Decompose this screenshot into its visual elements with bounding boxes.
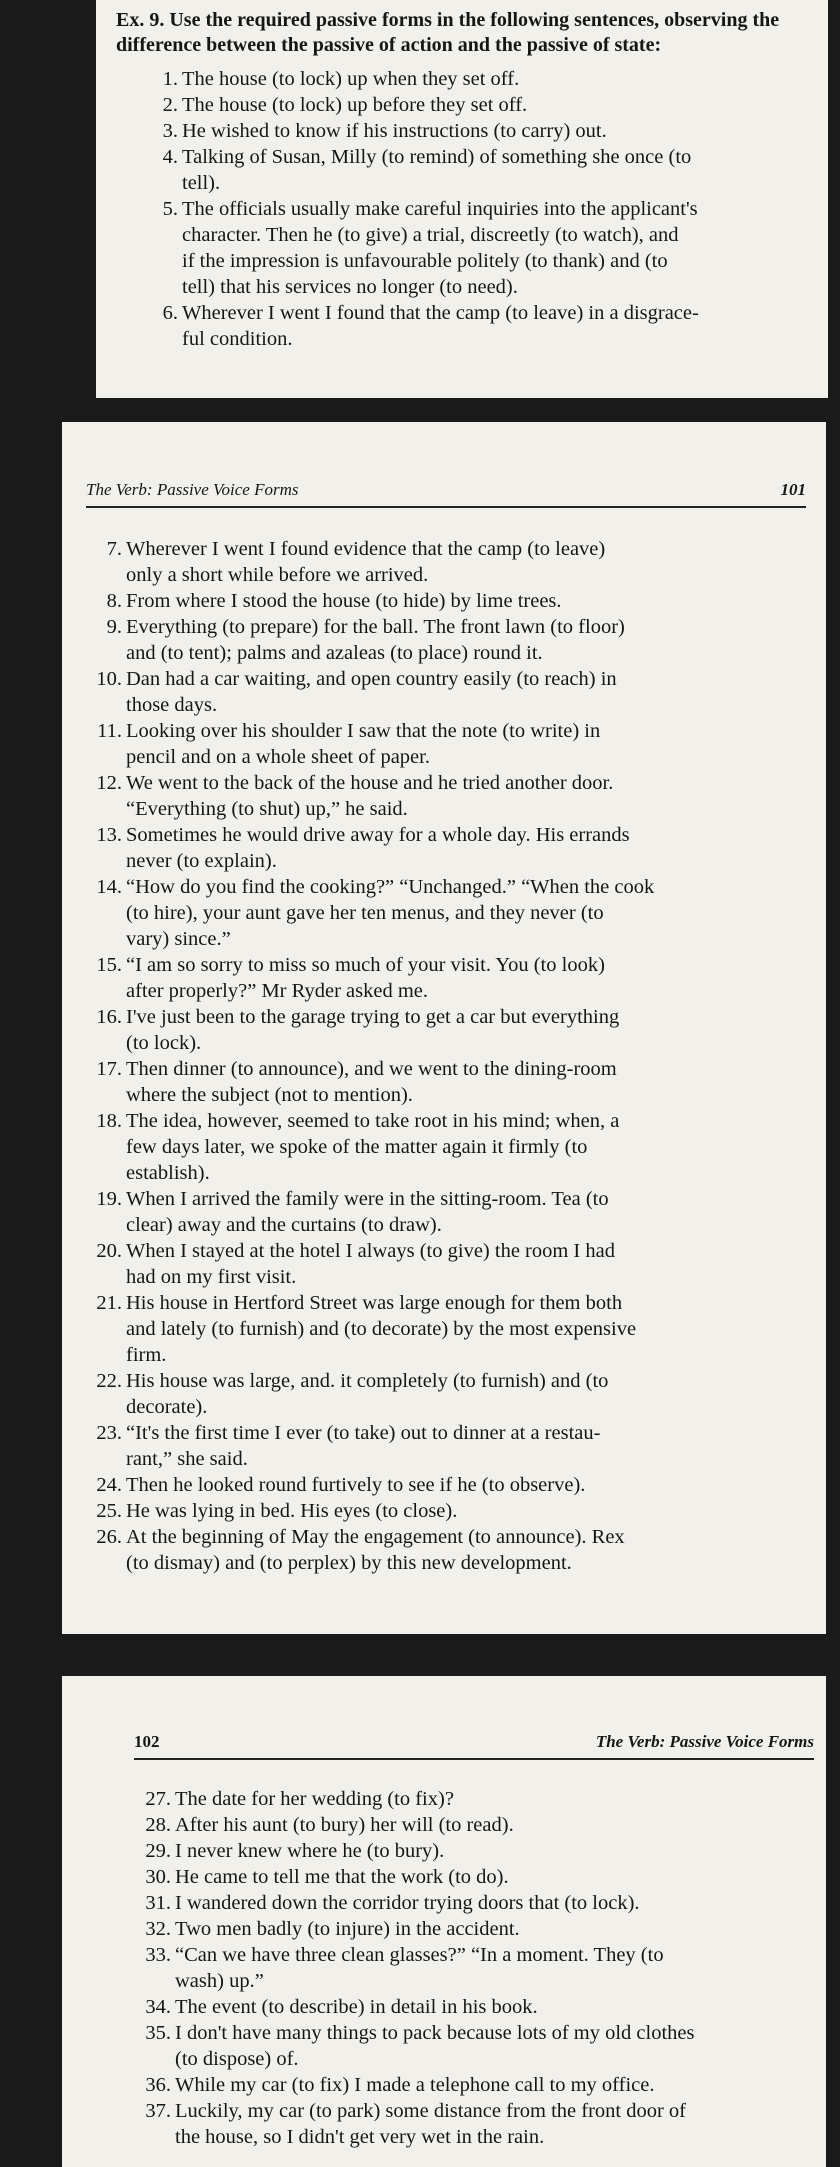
item-number: 5. [162, 198, 178, 220]
exercise-list [138, 66, 822, 352]
item-text: When I arrived the family were in the sitting-room. Tea (to clear) away and the curtains (to draw). [126, 1188, 609, 1236]
list-item [138, 92, 822, 118]
item-number: 10. [96, 668, 122, 690]
item-number: 11. [97, 720, 122, 742]
item-text: Talking of Susan, Milly (to remind) of something she once (to tell). [182, 146, 692, 194]
item-number: 27. [145, 1788, 171, 1810]
list-item [82, 536, 812, 588]
item-number: 26. [96, 1526, 122, 1548]
item-text: When I stayed at the hotel I always (to give) the room I had had on my first visit. [126, 1240, 615, 1288]
item-text: Looking over his shoulder I saw that the note (to write) in pencil and on a whole sheet of paper. [126, 720, 601, 768]
item-number: 37. [145, 2100, 171, 2122]
list-item [82, 718, 812, 770]
item-number: 8. [106, 590, 122, 612]
item-text: The house (to lock) up when they set off. [182, 68, 520, 90]
list-item [82, 1524, 812, 1576]
item-text: Then dinner (to announce), and we went to the dining-room where the subject (not to mention). [126, 1058, 617, 1106]
item-text: Then he looked round furtively to see if he (to observe). [126, 1474, 586, 1496]
list-item [131, 1812, 809, 1838]
item-text: “It's the first time I ever (to take) out to dinner at a restau- rant,” she said. [126, 1422, 601, 1470]
list-item [138, 196, 822, 300]
list-item [82, 874, 812, 952]
item-number: 24. [96, 1474, 122, 1496]
item-number: 22. [96, 1370, 122, 1392]
item-number: 20. [96, 1240, 122, 1262]
item-number: 17. [96, 1058, 122, 1080]
list-item [138, 66, 822, 92]
item-text: The idea, however, seemed to take root in his mind; when, a few days later, we spoke of the matter again it firmly (to establish). [126, 1110, 620, 1184]
list-item [82, 1290, 812, 1368]
list-item [82, 1472, 812, 1498]
list-item [82, 822, 812, 874]
list-item [131, 1864, 809, 1890]
list-item [131, 2072, 809, 2098]
list-item [82, 952, 812, 1004]
list-item [138, 300, 822, 352]
item-text: Two men badly (to injure) in the accident. [175, 1918, 520, 1940]
list-item [82, 1056, 812, 1108]
list-item [131, 1916, 809, 1942]
item-text: Wherever I went I found that the camp (to leave) in a disgrace- ful condition. [182, 302, 699, 350]
list-item [131, 1994, 809, 2020]
item-number: 32. [145, 1918, 171, 1940]
list-item [131, 2098, 809, 2150]
item-number: 3. [162, 120, 178, 142]
item-text: He was lying in bed. His eyes (to close). [126, 1500, 458, 1522]
item-number: 16. [96, 1006, 122, 1028]
list-item [131, 1786, 809, 1812]
item-text: The event (to describe) in detail in his book. [175, 1996, 538, 2018]
item-number: 18. [96, 1110, 122, 1132]
item-number: 6. [162, 302, 178, 324]
item-text: I never knew where he (to bury). [175, 1840, 445, 1862]
item-number: 9. [106, 616, 122, 638]
page-number: 102 [134, 1732, 160, 1751]
item-text: I don't have many things to pack because lots of my old clothes (to dispose) of. [175, 2022, 695, 2070]
list-item [82, 1004, 812, 1056]
running-head-title: The Verb: Passive Voice Forms [86, 480, 299, 499]
item-number: 25. [96, 1500, 122, 1522]
item-number: 29. [145, 1840, 171, 1862]
item-number: 33. [145, 1944, 171, 1966]
item-text: The date for her wedding (to fix)? [175, 1788, 454, 1810]
item-number: 4. [162, 146, 178, 168]
item-text: I've just been to the garage trying to get a car but everything (to lock). [126, 1006, 620, 1054]
exercise-list [82, 536, 812, 1576]
list-item [82, 1498, 812, 1524]
item-number: 31. [145, 1892, 171, 1914]
list-item [82, 1368, 812, 1420]
list-item [131, 1838, 809, 1864]
item-number: 19. [96, 1188, 122, 1210]
item-number: 2. [162, 94, 178, 116]
list-item [82, 1420, 812, 1472]
running-header [134, 1728, 814, 1760]
item-text: The house (to lock) up before they set off. [182, 94, 528, 116]
item-text: Everything (to prepare) for the ball. The front lawn (to floor) and (to tent); palms and azaleas (to place) round it. [126, 616, 625, 664]
item-text: After his aunt (to bury) her will (to read). [175, 1814, 514, 1836]
list-item [82, 614, 812, 666]
item-number: 21. [96, 1292, 122, 1314]
list-item [131, 1942, 809, 1994]
item-number: 7. [106, 538, 122, 560]
item-text: His house was large, and. it completely (to furnish) and (to decorate). [126, 1370, 609, 1418]
item-text: The officials usually make careful inquiries into the applicant's character. Then he (to give) a trial, discreetly (to watch), and if the impression is unfavourable politely (to thank) and (to tell) that his services no longer (to need). [182, 198, 698, 298]
item-number: 30. [145, 1866, 171, 1888]
item-text: Wherever I went I found evidence that the camp (to leave) only a short while before we arrived. [126, 538, 606, 586]
item-number: 15. [96, 954, 122, 976]
list-item [82, 770, 812, 822]
item-text: “I am so sorry to miss so much of your visit. You (to look) after properly?” Mr Ryder asked me. [126, 954, 605, 1002]
page-102 [62, 1676, 826, 2167]
item-text: Sometimes he would drive away for a whole day. His errands never (to explain). [126, 824, 630, 872]
list-item [82, 666, 812, 718]
item-number: 28. [145, 1814, 171, 1836]
item-text: He came to tell me that the work (to do). [175, 1866, 509, 1888]
page-excerpt-1 [96, 0, 828, 398]
running-header [86, 476, 806, 508]
item-number: 1. [162, 68, 178, 90]
item-number: 36. [145, 2074, 171, 2096]
list-item [138, 144, 822, 196]
list-item [82, 588, 812, 614]
item-text: I wandered down the corridor trying doors that (to lock). [175, 1892, 640, 1914]
item-text: From where I stood the house (to hide) by lime trees. [126, 590, 562, 612]
item-text: His house in Hertford Street was large enough for them both and lately (to furnish) and (to decorate) by the most expensive firm. [126, 1292, 637, 1366]
item-text: He wished to know if his instructions (to carry) out. [182, 120, 607, 142]
item-number: 12. [96, 772, 122, 794]
item-number: 14. [96, 876, 122, 898]
item-number: 13. [96, 824, 122, 846]
exercise-heading: Ex. 9. Use the required passive forms in the following sentences, observing the difference between the passive of action and the passive of state: [116, 9, 780, 56]
item-number: 34. [145, 1996, 171, 2018]
page-101 [62, 422, 826, 1634]
list-item [131, 2020, 809, 2072]
item-number: 35. [145, 2022, 171, 2044]
list-item [82, 1108, 812, 1186]
exercise-list [131, 1786, 809, 2150]
list-item [82, 1238, 812, 1290]
item-text: At the beginning of May the engagement (to announce). Rex (to dismay) and (to perplex) by this new development. [126, 1526, 625, 1574]
item-text: While my car (to fix) I made a telephone call to my office. [175, 2074, 655, 2096]
item-text: “How do you find the cooking?” “Unchanged.” “When the cook (to hire), your aunt gave her ten menus, and they never (to vary) since.” [126, 876, 655, 950]
item-text: Luckily, my car (to park) some distance from the front door of the house, so I didn't get very wet in the rain. [175, 2100, 687, 2148]
list-item [131, 1890, 809, 1916]
item-number: 23. [96, 1422, 122, 1444]
list-item [82, 1186, 812, 1238]
running-head-title: The Verb: Passive Voice Forms [595, 1732, 814, 1751]
item-text: We went to the back of the house and he tried another door. “Everything (to shut) up,” he said. [126, 772, 614, 820]
item-text: “Can we have three clean glasses?” “In a moment. They (to wash) up.” [175, 1944, 664, 1992]
item-text: Dan had a car waiting, and open country easily (to reach) in those days. [126, 668, 617, 716]
page-number: 101 [780, 480, 806, 499]
list-item [138, 118, 822, 144]
